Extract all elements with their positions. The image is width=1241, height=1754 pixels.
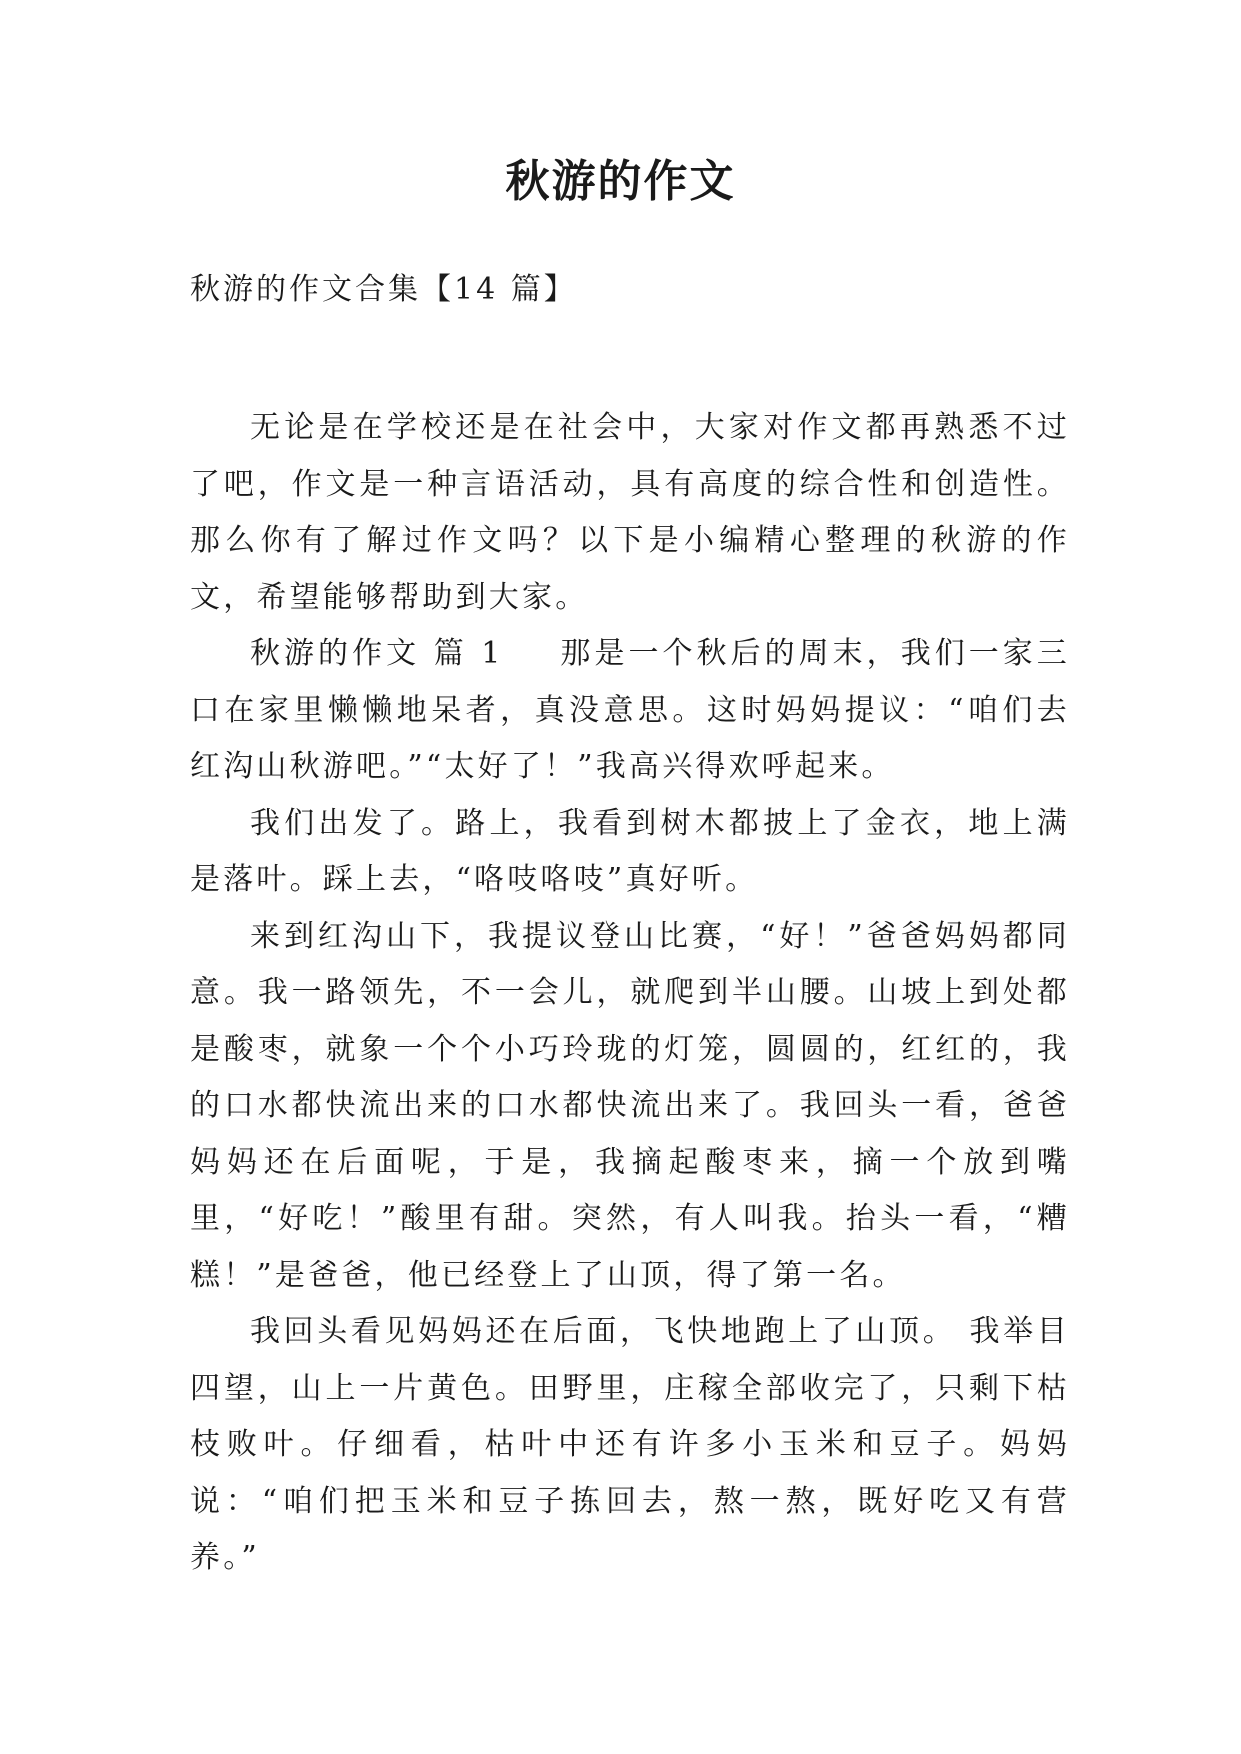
essay-paragraph-1-text: 那是一个秋后的周末，我们一家三口在家里懒懒地呆者，真没意思。这时妈妈提议：“咱们去红沟山秋游吧。”“太好了！”我高兴得欢呼起来。 — [190, 636, 1071, 784]
document-subtitle: 秋游的作文合集【14 篇】 — [190, 272, 577, 307]
document-body — [190, 400, 1070, 1587]
essay-paragraph-4: 我回头看见妈妈还在后面，飞快地跑上了山顶。 我举目四望，山上一片黄色。田野里，庄稼全部收完了，只剩下枯枝败叶。仔细看，枯叶中还有许多小玉米和豆子。妈妈说：“咱们把玉米和豆子拣回去，熬一熬，既好吃又有营养。” — [190, 1314, 1070, 1575]
essay-paragraph-3: 来到红沟山下，我提议登山比赛，“好！”爸爸妈妈都同意。我一路领先，不一会儿，就爬到半山腰。山坡上到处都是酸枣，就象一个个小巧玲珑的灯笼，圆圆的，红红的，我的口水都快流出来的口水都快流出来了。我回头一看，爸爸妈妈还在后面呢，于是，我摘起酸枣来，摘一个放到嘴里，“好吃！”酸里有甜。突然，有人叫我。抬头一看，“糟糕！”是爸爸，他已经登上了山顶，得了第一名。 — [190, 918, 1070, 1293]
section-heading: 秋游的作文 篇 1 — [250, 636, 504, 671]
essay-paragraph-2: 我们出发了。路上，我看到树木都披上了金衣，地上满是落叶。踩上去，“咯吱咯吱”真好听。 — [190, 805, 1070, 897]
intro-paragraph: 无论是在学校还是在社会中，大家对作文都再熟悉不过了吧，作文是一种言语活动，具有高度的综合性和创造性。那么你有了解过作文吗？以下是小编精心整理的秋游的作文，希望能够帮助到大家。 — [190, 410, 1070, 615]
document-title: 秋游的作文 — [505, 156, 736, 207]
essay-paragraph-1 — [190, 626, 1070, 796]
